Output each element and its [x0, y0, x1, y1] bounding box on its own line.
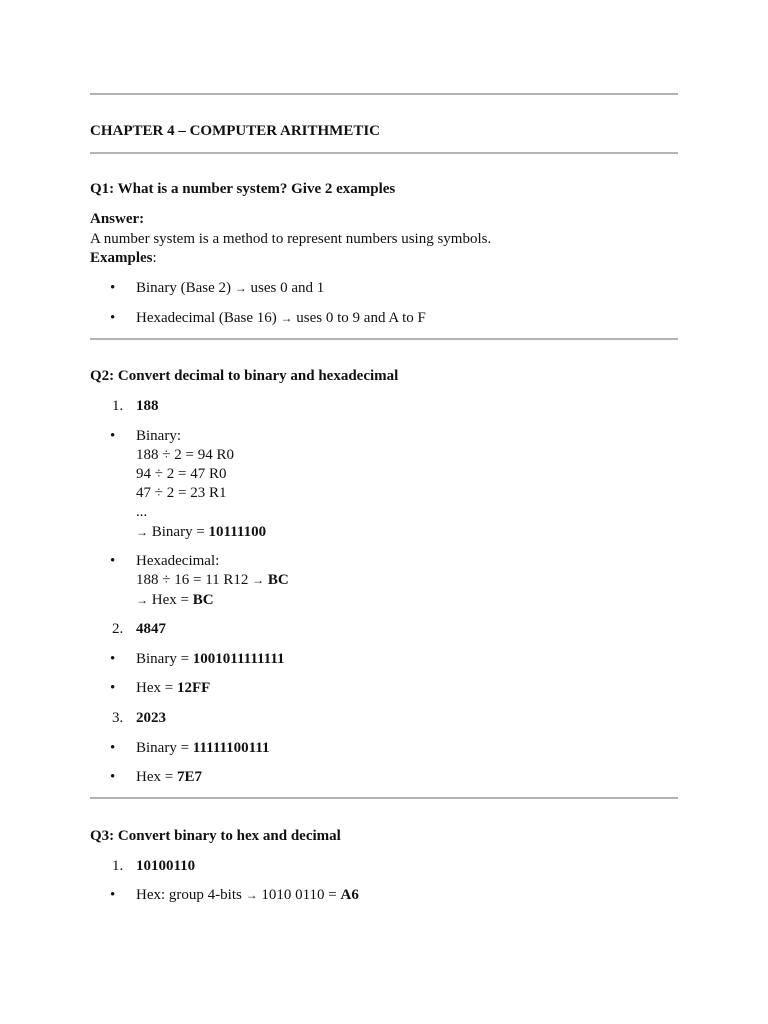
- binary-result: [136, 650, 285, 669]
- binary-step: 47 ÷ 2 = 23 R1: [136, 485, 227, 501]
- hex-prefix: Hex =: [136, 769, 177, 785]
- arrow-icon: →: [280, 311, 293, 325]
- hex-conversion: [136, 886, 359, 905]
- q3-question: Q3: Convert binary to hex and decimal: [90, 828, 341, 844]
- arrow-icon: →: [245, 888, 258, 902]
- divider-chapter: [90, 152, 678, 154]
- bullet-icon: •: [110, 553, 116, 569]
- bullet-icon: •: [110, 680, 116, 696]
- q1-examples-colon: :: [152, 250, 157, 266]
- hex-value: A6: [340, 887, 359, 903]
- q2-item-value: 2023: [136, 710, 166, 726]
- q1-example-item: [136, 279, 324, 298]
- q2-item-value: 188: [136, 398, 159, 414]
- bullet-icon: •: [110, 740, 116, 756]
- binary-step: ...: [136, 504, 148, 520]
- q1-answer-label: Answer:: [90, 211, 145, 227]
- binary-value: 1001011111111: [192, 651, 285, 667]
- hex-groups: 1010 0110 =: [261, 887, 341, 903]
- q1-question: Q1: What is a number system? Give 2 examples: [90, 181, 396, 197]
- q1-example-item: [136, 309, 426, 328]
- q1-example-suffix: uses 0 and 1: [250, 280, 325, 296]
- binary-step: 188 ÷ 2 = 94 R0: [136, 447, 234, 463]
- hex-result-value: BC: [192, 592, 214, 608]
- arrow-icon: →: [252, 573, 265, 587]
- binary-label: Binary:: [136, 428, 181, 444]
- q1-example-prefix: Hexadecimal (Base 16): [136, 310, 277, 326]
- hex-step: [136, 571, 289, 590]
- hex-label: Hexadecimal:: [136, 553, 220, 569]
- binary-result-prefix: Binary =: [151, 524, 209, 540]
- hex-result: [136, 591, 214, 610]
- hex-value: 7E7: [176, 769, 202, 785]
- hex-step-prefix: 188 ÷ 16 = 11 R12: [136, 572, 249, 588]
- hex-result-prefix: Hex =: [151, 592, 193, 608]
- q1-answer-text: A number system is a method to represent numbers using symbols.: [90, 231, 492, 247]
- divider-top: [90, 93, 678, 95]
- hex-result: [136, 679, 210, 698]
- bullet-icon: •: [110, 769, 116, 785]
- list-number: 1.: [112, 398, 124, 414]
- divider-q2: [90, 797, 678, 799]
- bullet-icon: •: [110, 887, 116, 903]
- list-number: 3.: [112, 710, 124, 726]
- q3-item-value: 10100110: [136, 858, 196, 874]
- divider-q1: [90, 338, 678, 340]
- binary-value: 11111100111: [192, 740, 270, 756]
- bullet-icon: •: [110, 651, 116, 667]
- binary-result: [136, 523, 266, 542]
- hex-value: 12FF: [176, 680, 211, 696]
- list-number: 2.: [112, 621, 124, 637]
- hex-conversion-prefix: Hex: group 4-bits: [136, 887, 242, 903]
- q1-example-suffix: uses 0 to 9 and A to F: [296, 310, 426, 326]
- hex-step-result: BC: [267, 572, 289, 588]
- bullet-icon: •: [110, 428, 116, 444]
- binary-result: [136, 739, 270, 758]
- bullet-icon: •: [110, 310, 116, 326]
- q1-examples-label: Examples: [90, 250, 153, 266]
- q2-item-value: 4847: [136, 621, 166, 637]
- binary-step: 94 ÷ 2 = 47 R0: [136, 466, 227, 482]
- binary-prefix: Binary =: [136, 740, 193, 756]
- binary-result-value: 10111100: [208, 524, 267, 540]
- hex-prefix: Hex =: [136, 680, 177, 696]
- bullet-icon: •: [110, 280, 116, 296]
- list-number: 1.: [112, 858, 124, 874]
- hex-result: [136, 768, 202, 787]
- arrow-icon: →: [234, 281, 247, 295]
- q2-question: Q2: Convert decimal to binary and hexadecimal: [90, 368, 399, 384]
- arrow-icon: →: [136, 593, 148, 607]
- q1-examples-line: [90, 249, 157, 268]
- arrow-icon: →: [136, 525, 148, 539]
- binary-prefix: Binary =: [136, 651, 193, 667]
- chapter-title: CHAPTER 4 – COMPUTER ARITHMETIC: [90, 123, 381, 139]
- q1-example-prefix: Binary (Base 2): [136, 280, 231, 296]
